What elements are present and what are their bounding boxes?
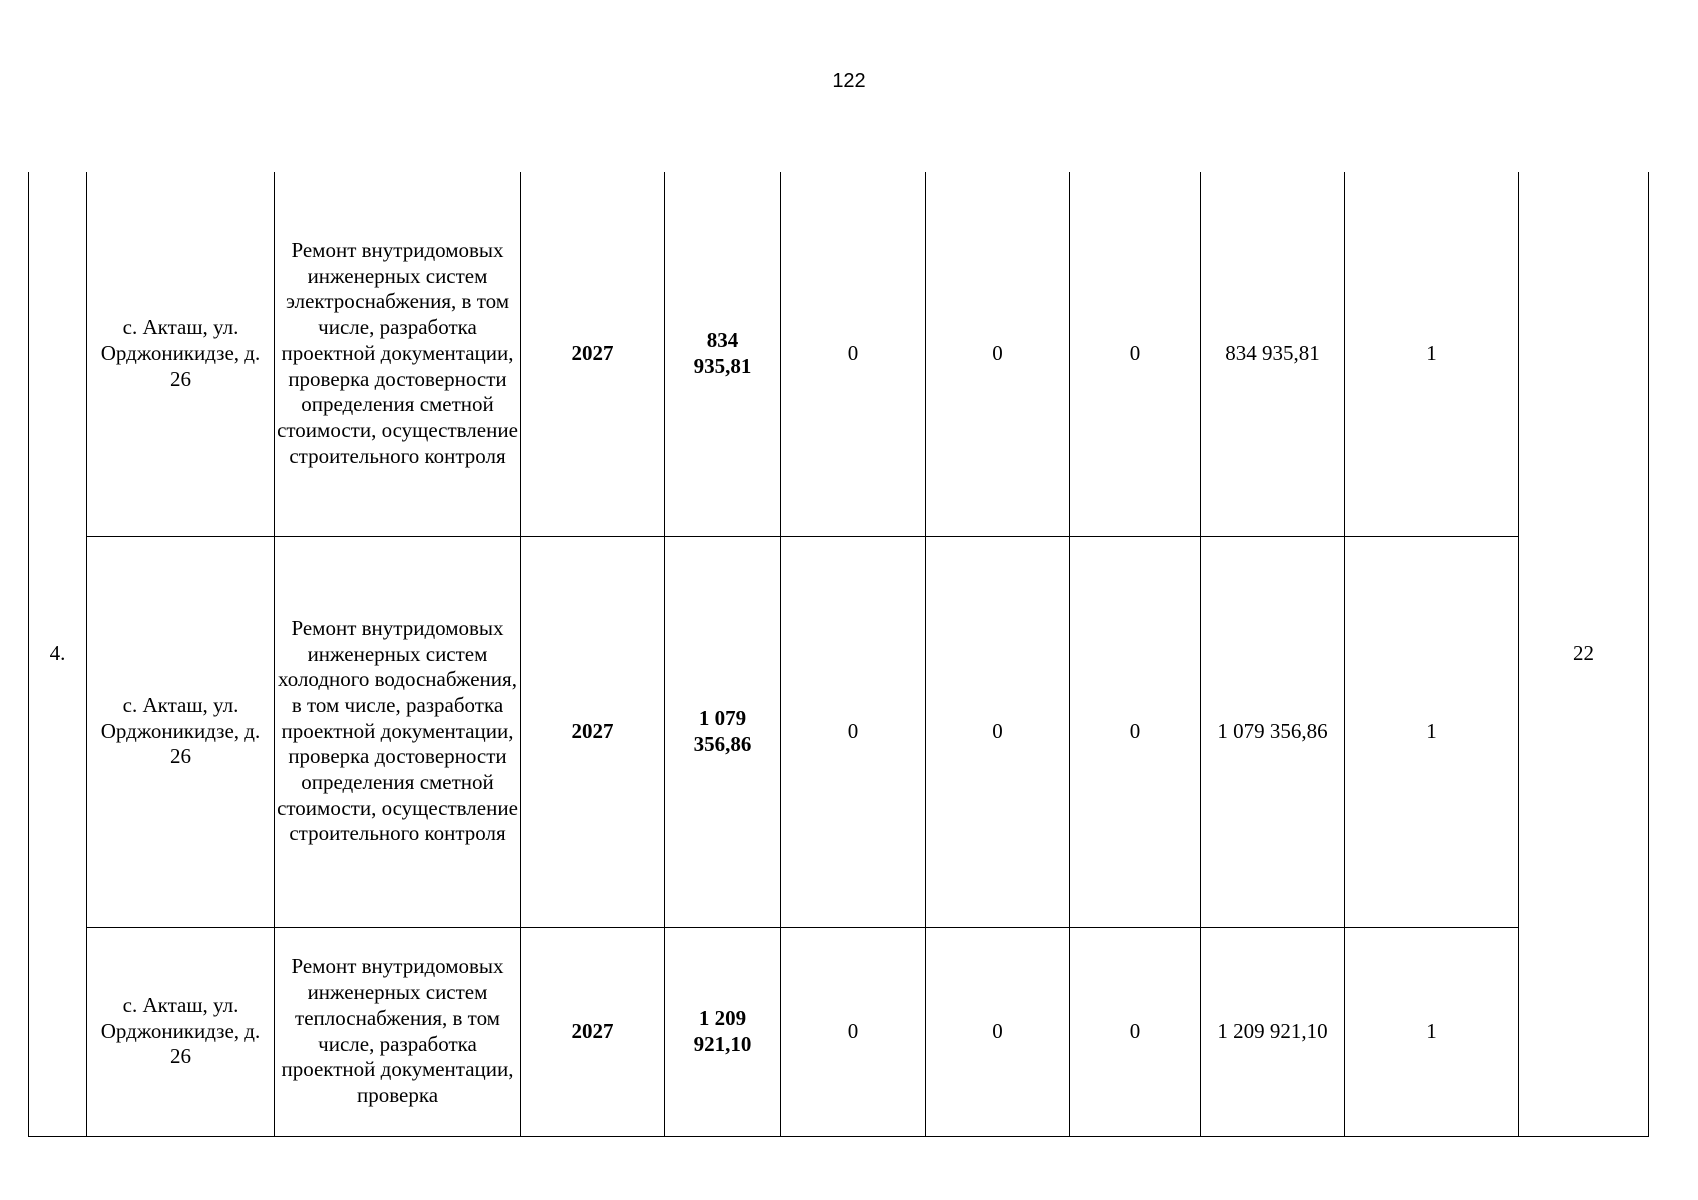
- year-cell: 2027: [521, 172, 665, 536]
- value-cell: 0: [781, 172, 926, 536]
- count-cell: 1: [1345, 927, 1519, 1136]
- year-cell: 2027: [521, 536, 665, 927]
- total-cost-cell: 1 209 921,10: [665, 927, 781, 1136]
- group-value-cell: 22: [1519, 172, 1649, 1136]
- value-cell: 0: [926, 172, 1070, 536]
- value-cell: 0: [781, 536, 926, 927]
- total-cost-cell: 1 079 356,86: [665, 536, 781, 927]
- table-row: [29, 172, 1649, 536]
- count-cell: 1: [1345, 172, 1519, 536]
- count-cell: 1: [1345, 536, 1519, 927]
- amount-cell: 1 079 356,86: [1201, 536, 1345, 927]
- total-cost-cell: 834 935,81: [665, 172, 781, 536]
- work-description-cell: Ремонт внутридомовых инженерных систем электроснабжения, в том числе, разработка проектной документации, проверка достоверности определения сметной стоимости, осуществление строительного контроля: [275, 172, 521, 536]
- work-description-cell: Ремонт внутридомовых инженерных систем холодного водоснабжения, в том числе, разработка проектной документации, проверка достоверности определения сметной стоимости, осуществление строительного контроля: [275, 536, 521, 927]
- value-cell: 0: [781, 927, 926, 1136]
- table-row: [29, 927, 1649, 1136]
- value-cell: 0: [1070, 927, 1201, 1136]
- table-row: [29, 536, 1649, 927]
- year-cell: 2027: [521, 927, 665, 1136]
- page-number: 122: [832, 70, 866, 92]
- value-cell: 0: [1070, 172, 1201, 536]
- repair-program-table: [28, 172, 1649, 1137]
- amount-cell: 1 209 921,10: [1201, 927, 1345, 1136]
- address-cell: с. Акташ, ул. Орджоникидзе, д. 26: [87, 927, 275, 1136]
- address-cell: с. Акташ, ул. Орджоникидзе, д. 26: [87, 536, 275, 927]
- value-cell: 0: [926, 536, 1070, 927]
- value-cell: 0: [926, 927, 1070, 1136]
- amount-cell: 834 935,81: [1201, 172, 1345, 536]
- work-description-cell: Ремонт внутридомовых инженерных систем теплоснабжения, в том числе, разработка проектной документации, проверка: [275, 927, 521, 1136]
- row-number: 4.: [29, 172, 87, 1136]
- address-cell: с. Акташ, ул. Орджоникидзе, д. 26: [87, 172, 275, 536]
- value-cell: 0: [1070, 536, 1201, 927]
